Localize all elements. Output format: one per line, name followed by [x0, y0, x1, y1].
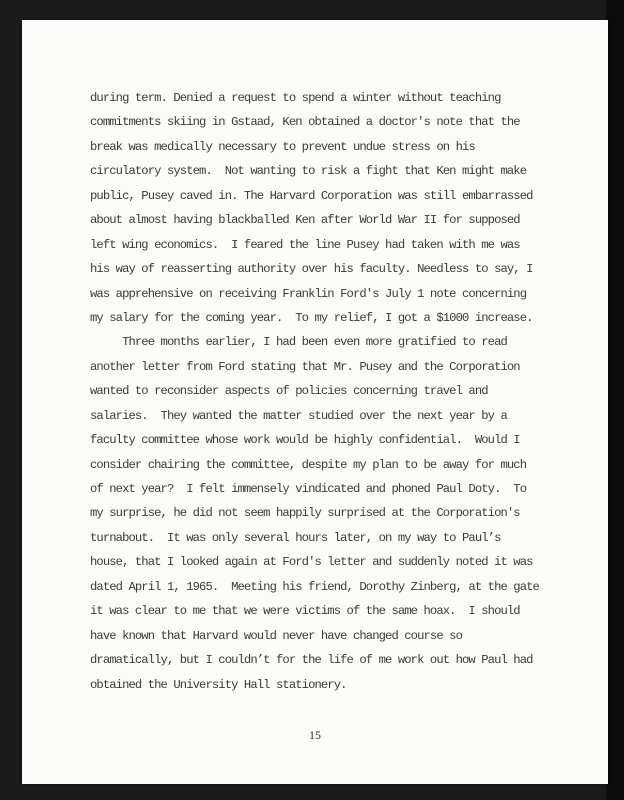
- text-line: during term. Denied a request to spend a winter without teaching: [90, 91, 501, 105]
- text-line: was apprehensive on receiving Franklin Ford's July 1 note concerning: [90, 286, 527, 301]
- text-line: wanted to reconsider aspects of policies concerning travel and: [90, 384, 488, 399]
- text-line: my surprise, he did not seem happily surprised at the Corporation's: [90, 506, 520, 521]
- text-line: faculty committee whose work would be highly confidential. Would I: [90, 433, 520, 448]
- text-line: have known that Harvard would never have changed course so: [90, 628, 462, 643]
- text-line: turnabout. It was only several hours later, on my way to Paul’s: [90, 530, 501, 545]
- text-line: another letter from Ford stating that Mr. Pusey and the Corporation: [90, 359, 520, 374]
- text-line: his way of reasserting authority over his faculty. Needless to say, I: [90, 262, 533, 277]
- text-line: commitments skiing in Gstaad, Ken obtained a doctor's note that the: [90, 115, 520, 130]
- text-line: it was clear to me that we were victims of the same hoax. I should: [90, 604, 520, 619]
- text-line: dated April 1, 1965. Meeting his friend, Dorothy Zinberg, at the gate: [90, 579, 539, 594]
- text-line: about almost having blackballed Ken after World War II for supposed: [90, 213, 520, 228]
- text-line: salaries. They wanted the matter studied over the next year by a: [90, 408, 507, 423]
- text-line: house, that I looked again at Ford's letter and suddenly noted it was: [90, 555, 533, 570]
- document-page: [22, 20, 608, 784]
- page-number: 15: [309, 728, 321, 742]
- scan-frame-edge: [606, 0, 624, 800]
- text-line: consider chairing the committee, despite my plan to be away for much: [90, 457, 527, 472]
- text-line: my salary for the coming year. To my relief, I got a $1000 increase.: [90, 310, 533, 325]
- text-line: public, Pusey caved in. The Harvard Corporation was still embarrassed: [90, 188, 533, 203]
- text-line: of next year? I felt immensely vindicated and phoned Paul Doty. To: [90, 482, 527, 496]
- text-line: dramatically, but I couldn’t for the life of me work out how Paul had: [90, 653, 533, 668]
- text-line: left wing economics. I feared the line Pusey had taken with me was: [90, 237, 520, 252]
- text-line: Three months earlier, I had been even more gratified to read: [90, 335, 507, 350]
- body-text: [90, 86, 560, 697]
- text-line: break was medically necessary to prevent undue stress on his: [90, 139, 475, 154]
- text-line: circulatory system. Not wanting to risk a fight that Ken might make: [90, 164, 527, 179]
- text-line: obtained the University Hall stationery.: [90, 677, 347, 692]
